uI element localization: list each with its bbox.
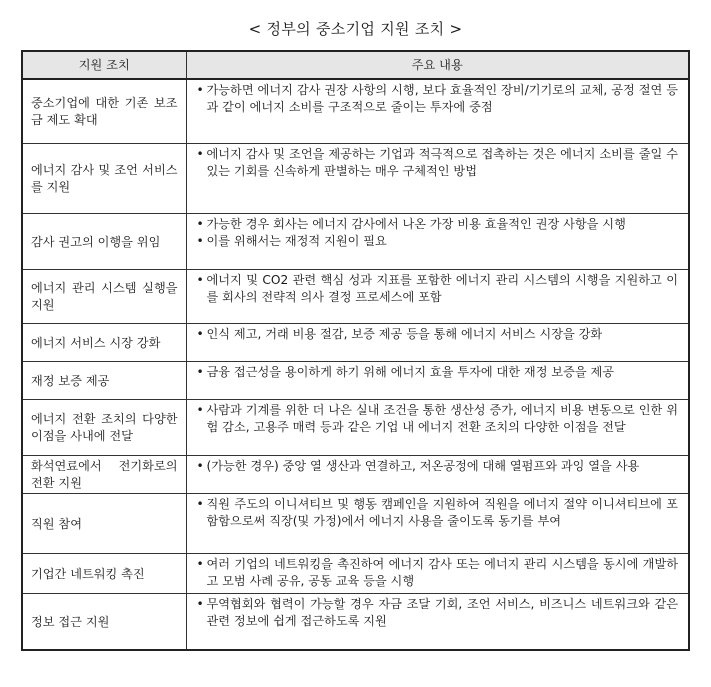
measure-cell: 기업간 네트워킹 촉진 (22, 554, 186, 594)
header-content: 주요 내용 (186, 51, 689, 79)
table-header-row (22, 51, 689, 79)
content-item: • 인식 제고, 거래 비용 절감, 보증 제공 등을 통해 에너지 서비스 시장을 강화 (197, 326, 679, 343)
support-measures-table (21, 50, 690, 651)
content-item: • (가능한 경우) 중앙 열 생산과 연결하고, 저온공정에 대해 열펌프와 과잉 열을 사용 (197, 458, 679, 475)
measure-cell: 화석연료에서 전기화로의 전환 지원 (22, 456, 186, 494)
table-row (22, 362, 689, 400)
content-item: • 가능한 경우 회사는 에너지 감사에서 나온 가장 비용 효율적인 권장 사항을 시행 (197, 216, 679, 233)
measure-cell: 정보 접근 지원 (22, 594, 186, 651)
table-row (22, 324, 689, 362)
header-measure: 지원 조치 (22, 51, 186, 79)
content-cell (186, 324, 689, 362)
content-cell (186, 362, 689, 400)
table-row (22, 79, 689, 144)
content-cell (186, 456, 689, 494)
content-cell (186, 594, 689, 651)
content-cell (186, 144, 689, 214)
table-row (22, 494, 689, 554)
table-row (22, 144, 689, 214)
content-item: • 직원 주도의 이니셔티브 및 행동 캠페인을 지원하여 직원을 에너지 절약 이니셔티브에 포함함으로써 직장(및 가정)에서 에너지 사용을 줄이도록 동기를 부여 (197, 496, 679, 530)
table-row (22, 594, 689, 651)
measure-cell: 재정 보증 제공 (22, 362, 186, 400)
table-row (22, 270, 689, 324)
content-cell (186, 79, 689, 144)
content-item: • 가능하면 에너지 감사 권장 사항의 시행, 보다 효율적인 장비/기기로의 교체, 공정 절연 등과 같이 에너지 소비를 구조적으로 줄이는 투자에 중점 (197, 82, 679, 116)
content-item: • 이를 위해서는 재정적 지원이 필요 (197, 233, 679, 250)
content-item: • 금융 접근성을 용이하게 하기 위해 에너지 효율 투자에 대한 재정 보증을 제공 (197, 364, 679, 381)
content-item: • 에너지 및 CO2 관련 핵심 성과 지표를 포함한 에너지 관리 시스템의 시행을 지원하고 이를 회사의 전략적 의사 결정 프로세스에 포함 (197, 272, 679, 306)
measure-cell: 에너지 관리 시스템 실행을 지원 (22, 270, 186, 324)
content-cell (186, 270, 689, 324)
measure-cell: 감사 권고의 이행을 위임 (22, 214, 186, 270)
content-item: • 무역협회와 협력이 가능할 경우 자금 조달 기회, 조언 서비스, 비즈니스 네트워크와 같은 관련 정보에 쉽게 접근하도록 지원 (197, 596, 679, 630)
content-item: • 사람과 기계를 위한 더 나은 실내 조건을 통한 생산성 증가, 에너지 비용 변동으로 인한 위험 감소, 고용주 매력 등과 같은 기업 내 에너지 전환 조치의 다양한 이점을 전달 (197, 402, 679, 436)
content-cell (186, 494, 689, 554)
measure-cell: 직원 참여 (22, 494, 186, 554)
measure-cell: 중소기업에 대한 기존 보조금 제도 확대 (22, 79, 186, 144)
content-cell (186, 400, 689, 456)
measure-cell: 에너지 서비스 시장 강화 (22, 324, 186, 362)
table-row (22, 214, 689, 270)
table-row (22, 400, 689, 456)
content-cell (186, 214, 689, 270)
content-item: • 에너지 감사 및 조언을 제공하는 기업과 적극적으로 접촉하는 것은 에너지 소비를 줄일 수 있는 기회를 신속하게 판별하는 매우 구체적인 방법 (197, 146, 679, 180)
table-row (22, 456, 689, 494)
measure-cell: 에너지 감사 및 조언 서비스를 지원 (22, 144, 186, 214)
table-row (22, 554, 689, 594)
content-cell (186, 554, 689, 594)
table-title: < 정부의 중소기업 지원 조치 > (248, 20, 463, 38)
content-item: • 여러 기업의 네트워킹을 촉진하여 에너지 감사 또는 에너지 관리 시스템을 동시에 개발하고 모범 사례 공유, 공동 교육 등을 시행 (197, 556, 679, 590)
measure-cell: 에너지 전환 조치의 다양한 이점을 사내에 전달 (22, 400, 186, 456)
